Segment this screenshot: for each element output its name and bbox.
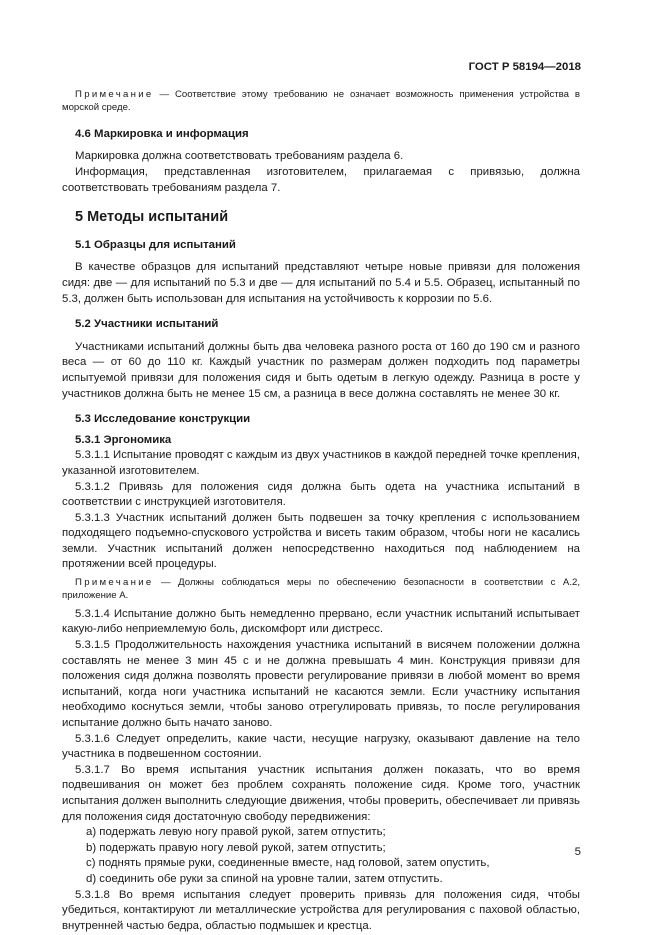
note-marine [62, 88, 580, 115]
note-text: — Должны соблюдаться меры по обеспечению безопасности в соответствии с А.2, приложение А. [62, 577, 580, 602]
note-label: Примечание [75, 577, 154, 589]
section-5-2-paragraph: Участниками испытаний должны быть два человека разного роста от 160 до 190 см и разного веса — от 60 до 110 кг. Каждый участник по размерам должен подходить под параметры испытуемой привязи для положения сидя и быть одетым в легкую одежду. Разница в росте у участников должна быть не менее 15 см, а разница в весе должна составлять не менее 30 кг. [62, 340, 580, 400]
section-5-2-title: 5.2 Участники испытаний [75, 318, 219, 331]
section-5-1-paragraph: В качестве образцов для испытаний представляют четыре новые привязи для положения сидя: две — для испытаний по 5.3 и две — для испытаний по 5.4 и 5.5. Образец, испытанный по 5.3, должен быть использован для испытания на устойчивость к коррозии по 5.6. [62, 261, 580, 305]
list-item: a) подержать левую ногу правой рукой, затем отпустить; [86, 826, 386, 839]
page-number: 5 [574, 846, 581, 858]
clause-5-3-1-6: 5.3.1.6 Следует определить, какие части, несущие нагрузку, оказывают давление на тело участника в подвешенном состоянии. [62, 732, 580, 761]
section-5-3-title: 5.3 Исследование конструкции [75, 413, 251, 426]
section-5-title: 5 Методы испытаний [75, 209, 229, 226]
clause-5-3-1-8: 5.3.1.8 Во время испытания следует проверить привязь для положения сидя, чтобы убедиться, контактируют ли металлические устройства для регулирования с паховой областью, внутренней частью бедра, областью подмышек и крестца. [62, 888, 580, 932]
section-5-1-title: 5.1 Образцы для испытаний [75, 238, 236, 251]
note-label: Примечание [75, 89, 154, 100]
clause-5-3-1-2: 5.3.1.2 Привязь для положения сидя должна быть одета на участника испытаний в соответствии с инструкцией изготовителя. [62, 480, 580, 509]
movement-list [62, 825, 580, 887]
clause-5-3-1-7: 5.3.1.7 Во время испытания участник испытания должен показать, что во время подвешивания он может без проблем сохранять положение сидя. Кроме того, участник испытания должен выполнить следующие движения, чтобы проверить, обеспечивает ли привязь для положения сидя достаточную свободу передвижения: [62, 763, 580, 823]
clause-5-3-1-5: 5.3.1.5 Продолжительность нахождения участника испытаний в висячем положении должна составлять не менее 3 мин 45 с и не должна превышать 4 мин. Конструкция привязи для положения сидя должна позволять провести регулирование привязи в любой момент во время испытаний, когда ноги участника испытаний не касаются земли. Если участнику испытания необходимо коснуться земли, чтобы заново отрегулировать привязь, то после регулирования испытание должно быть начато заново. [62, 639, 580, 730]
section-5-3-1-title: 5.3.1 Эргономика [75, 433, 172, 446]
section-4-6-paragraph-2: Информация, представленная изготовителем, прилагаемая с привязью, должна соответствовать требованиям раздела 7. [62, 166, 580, 194]
clause-5-3-1-3: 5.3.1.3 Участник испытаний должен быть подвешен за точку крепления с использованием подходящего подъемно-спускового устройства и висеть таким образом, чтобы ноги не касались земли. Участник испытаний должен непосредственно находиться под наблюдением на протяжении всей процедуры. [62, 511, 580, 571]
section-4-6-title: 4.6 Маркировка и информация [75, 127, 249, 140]
section-4-6-paragraph-1: Маркировка должна соответствовать требованиям раздела 6. [75, 150, 404, 163]
note-safety [62, 576, 580, 603]
clause-5-3-1-1: 5.3.1.1 Испытание проводят с каждым из двух участников в каждой передней точке крепления, указанной изготовителем. [62, 449, 580, 477]
clause-5-3-1-4: 5.3.1.4 Испытание должно быть немедленно прервано, если участник испытаний испытывает какую-либо неприемлемую боль, дискомфорт или дистресс. [62, 607, 580, 636]
document-code-header: ГОСТ Р 58194—2018 [468, 61, 581, 73]
list-item: b) подержать правую ногу левой рукой, затем отпустить; [86, 841, 386, 854]
note-text: — Соответствие этому требованию не означает возможность применения устройства в морской среде. [62, 89, 580, 114]
list-item: d) соединить обе руки за спиной на уровне талии, затем отпустить. [86, 872, 443, 885]
list-item: c) поднять прямые руки, соединенные вместе, над головой, затем опустить, [86, 857, 490, 870]
page-body [62, 88, 580, 934]
